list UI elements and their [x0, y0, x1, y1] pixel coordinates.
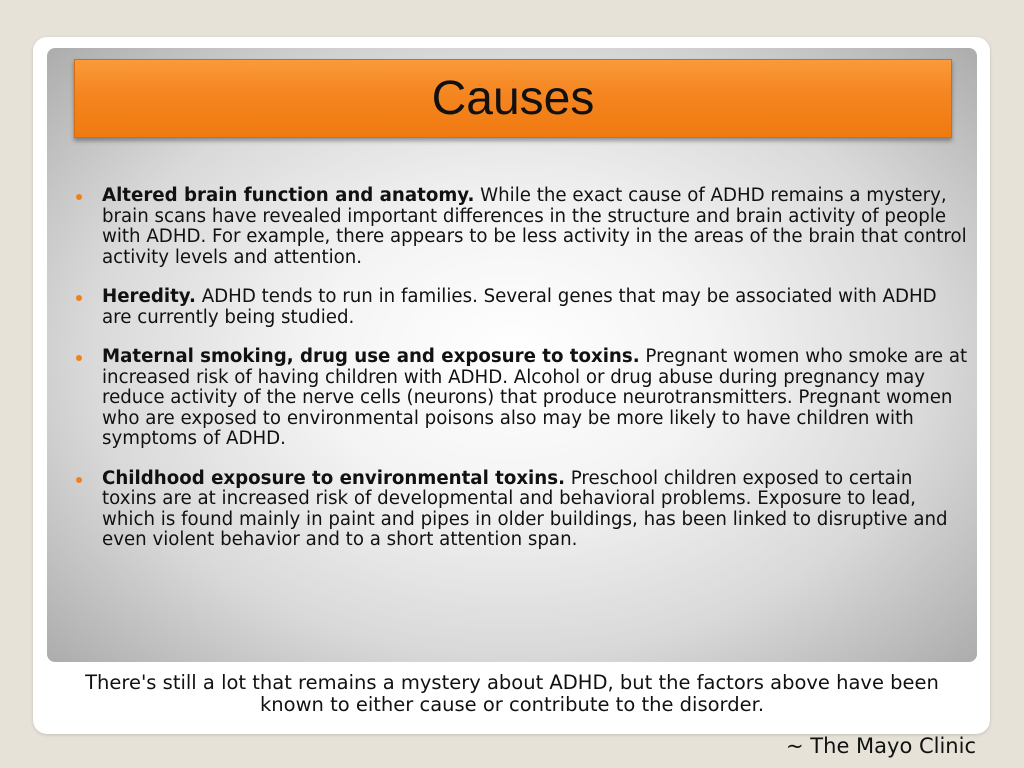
bullet-item — [70, 469, 970, 551]
bullet-heading: Altered brain function and anatomy. — [102, 185, 475, 206]
bullet-list — [70, 186, 970, 570]
footer-note: There's still a lot that remains a mystery about ADHD, but the factors above have been known to either cause or contribute to the disorder. — [85, 671, 939, 716]
bullet-item — [70, 287, 970, 328]
bullet-dot-icon — [76, 355, 82, 361]
attribution: ~ The Mayo Clinic — [786, 734, 976, 758]
bullet-dot-icon — [76, 477, 82, 483]
bullet-text: ADHD tends to run in families. Several genes that may be associated with ADHD are currently being studied. — [102, 286, 937, 328]
bullet-dot-icon — [76, 194, 82, 200]
bullet-dot-icon — [76, 295, 82, 301]
title-bar — [74, 59, 952, 138]
bullet-heading: Childhood exposure to environmental toxins. — [102, 467, 565, 489]
bullet-text: Pregnant women who smoke are at increased risk of having children with ADHD. Alcohol or drug abuse during pregnancy may reduce activity of the nerve cells (neurons) that produce neurotransmitters. Pregnant women who are exposed to environmental poisons also may be more likely to have children with symptoms of ADHD. — [102, 346, 968, 449]
bullet-heading: Maternal smoking, drug use and exposure to toxins. — [102, 346, 640, 367]
bullet-text: Preschool children exposed to certain toxins are at increased risk of developmental and behavioral problems. Exposure to lead, which is found mainly in paint and pipes in older buildings, has been linked to disruptive and even violent behavior and to a short attention span. — [102, 467, 948, 550]
bullet-heading: Heredity. — [102, 286, 196, 307]
bullet-item — [70, 347, 970, 450]
bullet-item — [70, 186, 970, 268]
bullet-text: While the exact cause of ADHD remains a mystery, brain scans have revealed important differences in the structure and brain activity of people with ADHD. For example, there appears to be less activity in the areas of the brain that control activity levels and attention. — [102, 185, 967, 268]
slide-title: Causes — [431, 72, 595, 125]
